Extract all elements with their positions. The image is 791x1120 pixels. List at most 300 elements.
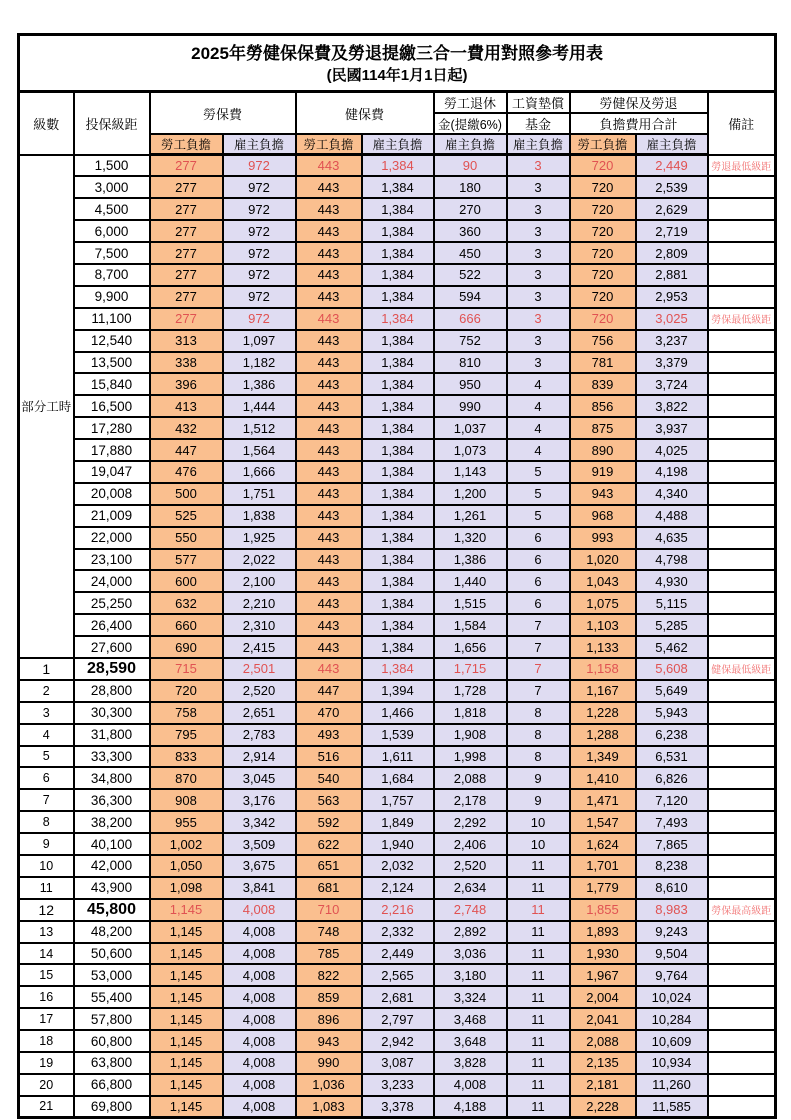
value-cell: 3,045 xyxy=(223,767,296,789)
note-cell xyxy=(708,242,776,264)
header-hi-employer: 雇主負擔 xyxy=(362,134,434,155)
value-cell: 1,547 xyxy=(570,811,636,833)
bracket-cell: 11,100 xyxy=(74,308,150,330)
value-cell: 822 xyxy=(296,964,362,986)
note-cell xyxy=(708,702,776,724)
table-row xyxy=(19,877,776,899)
header-total-line2: 負擔費用合計 xyxy=(570,113,708,134)
value-cell: 748 xyxy=(296,921,362,943)
note-cell xyxy=(708,1052,776,1074)
header-labor-insurance: 勞保費 xyxy=(150,92,296,135)
value-cell: 2,914 xyxy=(223,746,296,768)
value-cell: 1,384 xyxy=(362,176,434,198)
value-cell: 413 xyxy=(150,395,223,417)
value-cell: 972 xyxy=(223,264,296,286)
value-cell: 1,158 xyxy=(570,658,636,680)
table-row xyxy=(19,724,776,746)
header-pension-line1: 勞工退休 xyxy=(434,92,507,114)
bracket-cell: 57,800 xyxy=(74,1008,150,1030)
value-cell: 2,088 xyxy=(434,767,507,789)
value-cell: 8 xyxy=(507,746,570,768)
value-cell: 338 xyxy=(150,352,223,374)
table-row xyxy=(19,592,776,614)
table-row xyxy=(19,352,776,374)
value-cell: 5 xyxy=(507,505,570,527)
value-cell: 720 xyxy=(570,264,636,286)
level-cell: 15 xyxy=(19,964,74,986)
value-cell: 1,384 xyxy=(362,330,434,352)
bracket-cell: 60,800 xyxy=(74,1030,150,1052)
note-cell xyxy=(708,1074,776,1096)
value-cell: 1,386 xyxy=(434,549,507,571)
value-cell: 1,145 xyxy=(150,986,223,1008)
value-cell: 443 xyxy=(296,286,362,308)
value-cell: 2,032 xyxy=(362,855,434,877)
header-wage-fund-line2: 基金 xyxy=(507,113,570,134)
value-cell: 1,384 xyxy=(362,352,434,374)
header-pension-employer: 雇主負擔 xyxy=(434,134,507,155)
value-cell: 1,036 xyxy=(296,1074,362,1096)
value-cell: 1,145 xyxy=(150,1096,223,1118)
table-row xyxy=(19,921,776,943)
value-cell: 1,930 xyxy=(570,943,636,965)
value-cell: 1,145 xyxy=(150,964,223,986)
value-cell: 277 xyxy=(150,286,223,308)
note-cell xyxy=(708,767,776,789)
value-cell: 1,075 xyxy=(570,592,636,614)
level-cell: 11 xyxy=(19,877,74,899)
level-cell: 10 xyxy=(19,855,74,877)
value-cell: 1,037 xyxy=(434,417,507,439)
note-cell: 勞退最低級距 xyxy=(708,155,776,177)
note-cell xyxy=(708,877,776,899)
table-row xyxy=(19,1008,776,1030)
value-cell: 476 xyxy=(150,461,223,483)
value-cell: 4,008 xyxy=(434,1074,507,1096)
value-cell: 1,133 xyxy=(570,636,636,658)
level-cell: 20 xyxy=(19,1074,74,1096)
value-cell: 11,260 xyxy=(636,1074,708,1096)
table-row xyxy=(19,264,776,286)
value-cell: 720 xyxy=(570,220,636,242)
value-cell: 1,515 xyxy=(434,592,507,614)
bracket-cell: 36,300 xyxy=(74,789,150,811)
value-cell: 277 xyxy=(150,220,223,242)
value-cell: 2,565 xyxy=(362,964,434,986)
value-cell: 1,410 xyxy=(570,767,636,789)
table-row xyxy=(19,395,776,417)
header-total-line1: 勞健保及勞退 xyxy=(570,92,708,114)
value-cell: 3 xyxy=(507,198,570,220)
table-row xyxy=(19,570,776,592)
value-cell: 11 xyxy=(507,1030,570,1052)
value-cell: 1,818 xyxy=(434,702,507,724)
value-cell: 443 xyxy=(296,549,362,571)
value-cell: 1,908 xyxy=(434,724,507,746)
value-cell: 1,182 xyxy=(223,352,296,374)
bracket-cell: 21,009 xyxy=(74,505,150,527)
value-cell: 972 xyxy=(223,198,296,220)
title-cell xyxy=(19,35,776,92)
value-cell: 6,238 xyxy=(636,724,708,746)
header-hi-employee: 勞工負擔 xyxy=(296,134,362,155)
table-row xyxy=(19,767,776,789)
bracket-cell: 40,100 xyxy=(74,833,150,855)
value-cell: 972 xyxy=(223,242,296,264)
table-row xyxy=(19,1030,776,1052)
value-cell: 2,501 xyxy=(223,658,296,680)
value-cell: 752 xyxy=(434,330,507,352)
value-cell: 2,719 xyxy=(636,220,708,242)
note-cell xyxy=(708,921,776,943)
value-cell: 5 xyxy=(507,461,570,483)
table-row xyxy=(19,176,776,198)
value-cell: 11 xyxy=(507,1052,570,1074)
value-cell: 11 xyxy=(507,964,570,986)
value-cell: 4 xyxy=(507,417,570,439)
value-cell: 432 xyxy=(150,417,223,439)
value-cell: 7 xyxy=(507,680,570,702)
value-cell: 666 xyxy=(434,308,507,330)
value-cell: 781 xyxy=(570,352,636,374)
value-cell: 660 xyxy=(150,614,223,636)
value-cell: 3,342 xyxy=(223,811,296,833)
value-cell: 2,178 xyxy=(434,789,507,811)
value-cell: 443 xyxy=(296,264,362,286)
value-cell: 600 xyxy=(150,570,223,592)
value-cell: 632 xyxy=(150,592,223,614)
value-cell: 525 xyxy=(150,505,223,527)
value-cell: 4,008 xyxy=(223,1030,296,1052)
note-cell xyxy=(708,549,776,571)
value-cell: 6,531 xyxy=(636,746,708,768)
bracket-cell: 69,800 xyxy=(74,1096,150,1118)
value-cell: 4,008 xyxy=(223,1096,296,1118)
value-cell: 1,466 xyxy=(362,702,434,724)
value-cell: 563 xyxy=(296,789,362,811)
value-cell: 10,284 xyxy=(636,1008,708,1030)
value-cell: 7 xyxy=(507,614,570,636)
value-cell: 2,520 xyxy=(434,855,507,877)
note-cell: 勞保最低級距 xyxy=(708,308,776,330)
value-cell: 908 xyxy=(150,789,223,811)
value-cell: 10,609 xyxy=(636,1030,708,1052)
value-cell: 1,384 xyxy=(362,658,434,680)
value-cell: 2,100 xyxy=(223,570,296,592)
table-row xyxy=(19,1052,776,1074)
value-cell: 11 xyxy=(507,1096,570,1118)
value-cell: 2,228 xyxy=(570,1096,636,1118)
value-cell: 1,083 xyxy=(296,1096,362,1118)
value-cell: 3 xyxy=(507,308,570,330)
value-cell: 1,098 xyxy=(150,877,223,899)
value-cell: 3 xyxy=(507,242,570,264)
value-cell: 4,008 xyxy=(223,986,296,1008)
value-cell: 3,324 xyxy=(434,986,507,1008)
note-cell xyxy=(708,943,776,965)
table-row xyxy=(19,286,776,308)
value-cell: 443 xyxy=(296,373,362,395)
value-cell: 972 xyxy=(223,176,296,198)
value-cell: 1,384 xyxy=(362,636,434,658)
value-cell: 443 xyxy=(296,592,362,614)
note-cell xyxy=(708,986,776,1008)
value-cell: 3 xyxy=(507,176,570,198)
value-cell: 2,415 xyxy=(223,636,296,658)
value-cell: 3,025 xyxy=(636,308,708,330)
note-cell xyxy=(708,570,776,592)
value-cell: 1,855 xyxy=(570,899,636,921)
value-cell: 4,930 xyxy=(636,570,708,592)
value-cell: 1,394 xyxy=(362,680,434,702)
value-cell: 1,384 xyxy=(362,505,434,527)
note-cell xyxy=(708,614,776,636)
table-row xyxy=(19,702,776,724)
value-cell: 4 xyxy=(507,439,570,461)
value-cell: 1,349 xyxy=(570,746,636,768)
value-cell: 3,087 xyxy=(362,1052,434,1074)
value-cell: 8,610 xyxy=(636,877,708,899)
value-cell: 3,841 xyxy=(223,877,296,899)
header-health-insurance: 健保費 xyxy=(296,92,434,135)
value-cell: 1,684 xyxy=(362,767,434,789)
value-cell: 277 xyxy=(150,308,223,330)
bracket-cell: 43,900 xyxy=(74,877,150,899)
value-cell: 4,198 xyxy=(636,461,708,483)
value-cell: 443 xyxy=(296,242,362,264)
note-cell xyxy=(708,964,776,986)
table-row xyxy=(19,986,776,1008)
table-row xyxy=(19,899,776,921)
value-cell: 9,243 xyxy=(636,921,708,943)
value-cell: 720 xyxy=(570,198,636,220)
value-cell: 9,764 xyxy=(636,964,708,986)
value-cell: 4,635 xyxy=(636,527,708,549)
note-cell xyxy=(708,264,776,286)
bracket-cell: 12,540 xyxy=(74,330,150,352)
level-cell: 12 xyxy=(19,899,74,921)
bracket-cell: 13,500 xyxy=(74,352,150,374)
value-cell: 3,675 xyxy=(223,855,296,877)
value-cell: 1,444 xyxy=(223,395,296,417)
level-cell: 9 xyxy=(19,833,74,855)
bracket-cell: 28,800 xyxy=(74,680,150,702)
value-cell: 2,210 xyxy=(223,592,296,614)
note-cell xyxy=(708,1030,776,1052)
bracket-cell: 27,600 xyxy=(74,636,150,658)
value-cell: 1,384 xyxy=(362,614,434,636)
value-cell: 11 xyxy=(507,877,570,899)
table-row xyxy=(19,308,776,330)
value-cell: 277 xyxy=(150,242,223,264)
value-cell: 443 xyxy=(296,614,362,636)
bracket-cell: 30,300 xyxy=(74,702,150,724)
value-cell: 470 xyxy=(296,702,362,724)
note-cell xyxy=(708,746,776,768)
value-cell: 9,504 xyxy=(636,943,708,965)
value-cell: 270 xyxy=(434,198,507,220)
note-cell xyxy=(708,527,776,549)
value-cell: 2,124 xyxy=(362,877,434,899)
bracket-cell: 28,590 xyxy=(74,658,150,680)
value-cell: 3,233 xyxy=(362,1074,434,1096)
header-li-employer: 雇主負擔 xyxy=(223,134,296,155)
value-cell: 622 xyxy=(296,833,362,855)
level-cell: 13 xyxy=(19,921,74,943)
note-cell xyxy=(708,505,776,527)
bracket-cell: 25,250 xyxy=(74,592,150,614)
value-cell: 1,849 xyxy=(362,811,434,833)
value-cell: 11 xyxy=(507,986,570,1008)
value-cell: 3,648 xyxy=(434,1030,507,1052)
value-cell: 919 xyxy=(570,461,636,483)
bracket-cell: 15,840 xyxy=(74,373,150,395)
note-cell xyxy=(708,636,776,658)
value-cell: 690 xyxy=(150,636,223,658)
value-cell: 443 xyxy=(296,570,362,592)
level-cell: 3 xyxy=(19,702,74,724)
value-cell: 4,008 xyxy=(223,1074,296,1096)
value-cell: 1,384 xyxy=(362,155,434,177)
value-cell: 1,384 xyxy=(362,417,434,439)
value-cell: 443 xyxy=(296,461,362,483)
level-cell: 1 xyxy=(19,658,74,680)
value-cell: 5,649 xyxy=(636,680,708,702)
bracket-cell: 66,800 xyxy=(74,1074,150,1096)
value-cell: 6 xyxy=(507,570,570,592)
table-row xyxy=(19,549,776,571)
bracket-cell: 16,500 xyxy=(74,395,150,417)
value-cell: 1,050 xyxy=(150,855,223,877)
value-cell: 2,539 xyxy=(636,176,708,198)
value-cell: 1,384 xyxy=(362,373,434,395)
table-row xyxy=(19,461,776,483)
value-cell: 11 xyxy=(507,855,570,877)
value-cell: 6 xyxy=(507,549,570,571)
value-cell: 3,822 xyxy=(636,395,708,417)
value-cell: 443 xyxy=(296,417,362,439)
value-cell: 313 xyxy=(150,330,223,352)
table-row xyxy=(19,855,776,877)
note-cell xyxy=(708,198,776,220)
value-cell: 5,608 xyxy=(636,658,708,680)
value-cell: 972 xyxy=(223,286,296,308)
value-cell: 9 xyxy=(507,767,570,789)
value-cell: 277 xyxy=(150,155,223,177)
value-cell: 1,020 xyxy=(570,549,636,571)
table-body xyxy=(19,155,776,1118)
bracket-cell: 34,800 xyxy=(74,767,150,789)
value-cell: 2,022 xyxy=(223,549,296,571)
value-cell: 2,406 xyxy=(434,833,507,855)
value-cell: 896 xyxy=(296,1008,362,1030)
value-cell: 2,634 xyxy=(434,877,507,899)
bracket-cell: 3,000 xyxy=(74,176,150,198)
value-cell: 990 xyxy=(296,1052,362,1074)
bracket-cell: 17,880 xyxy=(74,439,150,461)
value-cell: 1,384 xyxy=(362,549,434,571)
value-cell: 1,384 xyxy=(362,395,434,417)
value-cell: 943 xyxy=(296,1030,362,1052)
header-li-employee: 勞工負擔 xyxy=(150,134,223,155)
value-cell: 8,983 xyxy=(636,899,708,921)
value-cell: 950 xyxy=(434,373,507,395)
note-cell: 健保最低級距 xyxy=(708,658,776,680)
bracket-cell: 31,800 xyxy=(74,724,150,746)
value-cell: 1,384 xyxy=(362,461,434,483)
value-cell: 443 xyxy=(296,658,362,680)
value-cell: 1,145 xyxy=(150,1030,223,1052)
value-cell: 5,115 xyxy=(636,592,708,614)
value-cell: 1,261 xyxy=(434,505,507,527)
value-cell: 1,145 xyxy=(150,921,223,943)
value-cell: 4 xyxy=(507,395,570,417)
value-cell: 993 xyxy=(570,527,636,549)
table-row xyxy=(19,964,776,986)
value-cell: 90 xyxy=(434,155,507,177)
value-cell: 443 xyxy=(296,308,362,330)
value-cell: 10,024 xyxy=(636,986,708,1008)
table-row xyxy=(19,330,776,352)
value-cell: 443 xyxy=(296,155,362,177)
fee-reference-table xyxy=(17,33,777,1119)
table-row xyxy=(19,483,776,505)
bracket-cell: 4,500 xyxy=(74,198,150,220)
value-cell: 4,008 xyxy=(223,964,296,986)
value-cell: 550 xyxy=(150,527,223,549)
value-cell: 1,838 xyxy=(223,505,296,527)
value-cell: 1,611 xyxy=(362,746,434,768)
table-row xyxy=(19,417,776,439)
value-cell: 1,288 xyxy=(570,724,636,746)
value-cell: 1,656 xyxy=(434,636,507,658)
value-cell: 785 xyxy=(296,943,362,965)
value-cell: 4,008 xyxy=(223,1008,296,1030)
value-cell: 3,509 xyxy=(223,833,296,855)
value-cell: 1,564 xyxy=(223,439,296,461)
table-row xyxy=(19,833,776,855)
value-cell: 2,181 xyxy=(570,1074,636,1096)
value-cell: 720 xyxy=(570,286,636,308)
value-cell: 7 xyxy=(507,658,570,680)
table-row xyxy=(19,198,776,220)
value-cell: 4,798 xyxy=(636,549,708,571)
value-cell: 7 xyxy=(507,636,570,658)
value-cell: 720 xyxy=(570,155,636,177)
level-cell: 4 xyxy=(19,724,74,746)
value-cell: 5 xyxy=(507,483,570,505)
value-cell: 1,167 xyxy=(570,680,636,702)
table-row xyxy=(19,680,776,702)
section-label-part-time: 部分工時 xyxy=(19,155,74,658)
table-row xyxy=(19,527,776,549)
value-cell: 968 xyxy=(570,505,636,527)
value-cell: 3,937 xyxy=(636,417,708,439)
value-cell: 2,332 xyxy=(362,921,434,943)
value-cell: 1,584 xyxy=(434,614,507,636)
bracket-cell: 48,200 xyxy=(74,921,150,943)
value-cell: 2,942 xyxy=(362,1030,434,1052)
value-cell: 4,488 xyxy=(636,505,708,527)
bracket-cell: 23,100 xyxy=(74,549,150,571)
value-cell: 1,384 xyxy=(362,570,434,592)
value-cell: 1,384 xyxy=(362,439,434,461)
level-cell: 18 xyxy=(19,1030,74,1052)
note-cell xyxy=(708,724,776,746)
note-cell xyxy=(708,220,776,242)
value-cell: 2,041 xyxy=(570,1008,636,1030)
bracket-cell: 26,400 xyxy=(74,614,150,636)
